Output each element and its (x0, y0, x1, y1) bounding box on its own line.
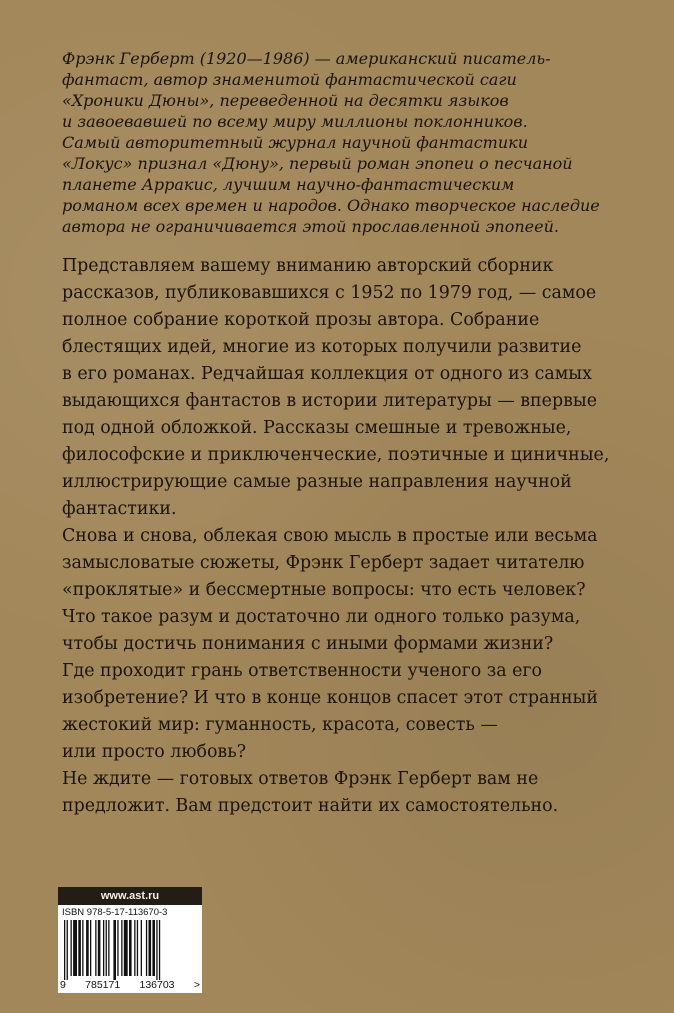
description-line: «проклятые» и бессмертные вопросы: что есть человек? (62, 580, 586, 600)
barcode-label (58, 905, 202, 993)
description-line: под одной обложкой. Рассказы смешные и тревожные, (62, 418, 572, 438)
description-line: Где проходит грань ответственности ученого за его (62, 661, 542, 681)
description-line: Не ждите — готовых ответов Фрэнк Герберт вам не (62, 769, 539, 789)
description-line: рассказов, публиковавшихся с 1952 по 1979 год, — самое (62, 283, 597, 303)
description-line: в его романах. Редчайшая коллекция от одного из самых (62, 364, 592, 384)
description-line: Представляем вашему вниманию авторский сборник (62, 256, 554, 276)
author-bio-line: автора не ограничивается этой прославленной эпопеей. (62, 217, 559, 236)
description-line: выдающихся фантастов в истории литературы — впервые (62, 391, 597, 411)
barcode-stripe (103, 920, 104, 976)
description-line: полное собрание короткой прозы автора. Собрание (62, 310, 540, 330)
barcode-digit-group: 136703 (139, 979, 175, 991)
barcode-stripe (98, 920, 101, 976)
author-bio-line: Фрэнк Герберт (1920—1986) — американский писатель- (62, 49, 551, 68)
author-bio-line: и завоевавшей по всему миру миллионы поклонников. (62, 112, 528, 131)
barcode-block (58, 887, 202, 993)
book-description (62, 253, 622, 820)
description-line: замысловатые сюжеты, Фрэнк Герберт задает читателю (62, 553, 585, 573)
description-line: или просто любовь? (62, 742, 247, 762)
description-line: жестокий мир: гуманность, красота, совесть — (62, 715, 498, 735)
barcode-digits (60, 979, 200, 993)
barcode-stripe (156, 920, 157, 980)
publisher-url: www.ast.ru (58, 887, 202, 905)
description-line: блестящих идей, многие из которых получили развитие (62, 337, 582, 357)
barcode-stripe (95, 920, 96, 976)
description-line: философские и приключенческие, поэтичные и циничные, (62, 445, 610, 465)
description-line: чтобы достичь понимания с иными формами жизни? (62, 634, 554, 654)
description-line: фантастики. (62, 499, 177, 519)
author-bio-line: Самый авторитетный журнал научной фантастики (62, 133, 528, 152)
barcode-stripe (149, 920, 152, 976)
barcode-stripe (113, 920, 116, 980)
barcode-digit-group: > (193, 979, 200, 991)
barcode-stripe (64, 920, 65, 980)
author-bio-line: «Локус» признал «Дюну», первый роман эпопеи о песчаной (62, 154, 573, 173)
barcode-stripe (106, 920, 107, 976)
barcode-digit-group: 785171 (85, 979, 121, 991)
barcode-stripe (117, 920, 118, 976)
author-bio-line: романом всех времен и народов. Однако творческое наследие (62, 196, 600, 215)
author-bio-line: фантаст, автор знаменитой фантастической саги (62, 70, 517, 89)
description-line: предложит. Вам предстоит найти их самостоятельно. (62, 796, 559, 816)
barcode-stripe (90, 920, 91, 976)
barcode-stripe (108, 920, 109, 976)
isbn-number: ISBN 978-5-17-113670-3 (62, 907, 168, 918)
barcode-icon (64, 920, 196, 980)
barcode-stripe (159, 920, 160, 980)
description-line: изобретение? И что в конце концов спасет этот странный (62, 688, 598, 708)
description-line: иллюстрирующие самые разные направления научной (62, 472, 572, 492)
barcode-stripe (124, 920, 128, 976)
author-bio (62, 48, 602, 237)
description-line: Снова и снова, облекая свою мысль в простые или весьма (62, 526, 598, 546)
author-bio-line: планете Арракис, лучшим научно-фантастическим (62, 175, 515, 194)
barcode-stripe (67, 920, 68, 980)
description-line: Что такое разум и достаточно ли одного только разума, (62, 607, 581, 627)
barcode-stripe (73, 920, 77, 976)
barcode-stripe (146, 920, 147, 976)
barcode-digit-group: 9 (60, 979, 66, 991)
author-bio-line: «Хроники Дюны», переведенной на десятки языков (62, 91, 509, 110)
barcode-stripe (141, 920, 142, 976)
barcode-stripe (86, 920, 89, 976)
barcode-stripe (129, 920, 132, 976)
barcode-stripe (71, 920, 72, 976)
barcode-stripe (152, 920, 155, 976)
barcode-stripe (134, 920, 135, 976)
barcode-stripe (137, 920, 138, 976)
barcode-stripe (82, 920, 83, 976)
barcode-stripe (78, 920, 81, 976)
barcode-stripe (121, 920, 122, 976)
